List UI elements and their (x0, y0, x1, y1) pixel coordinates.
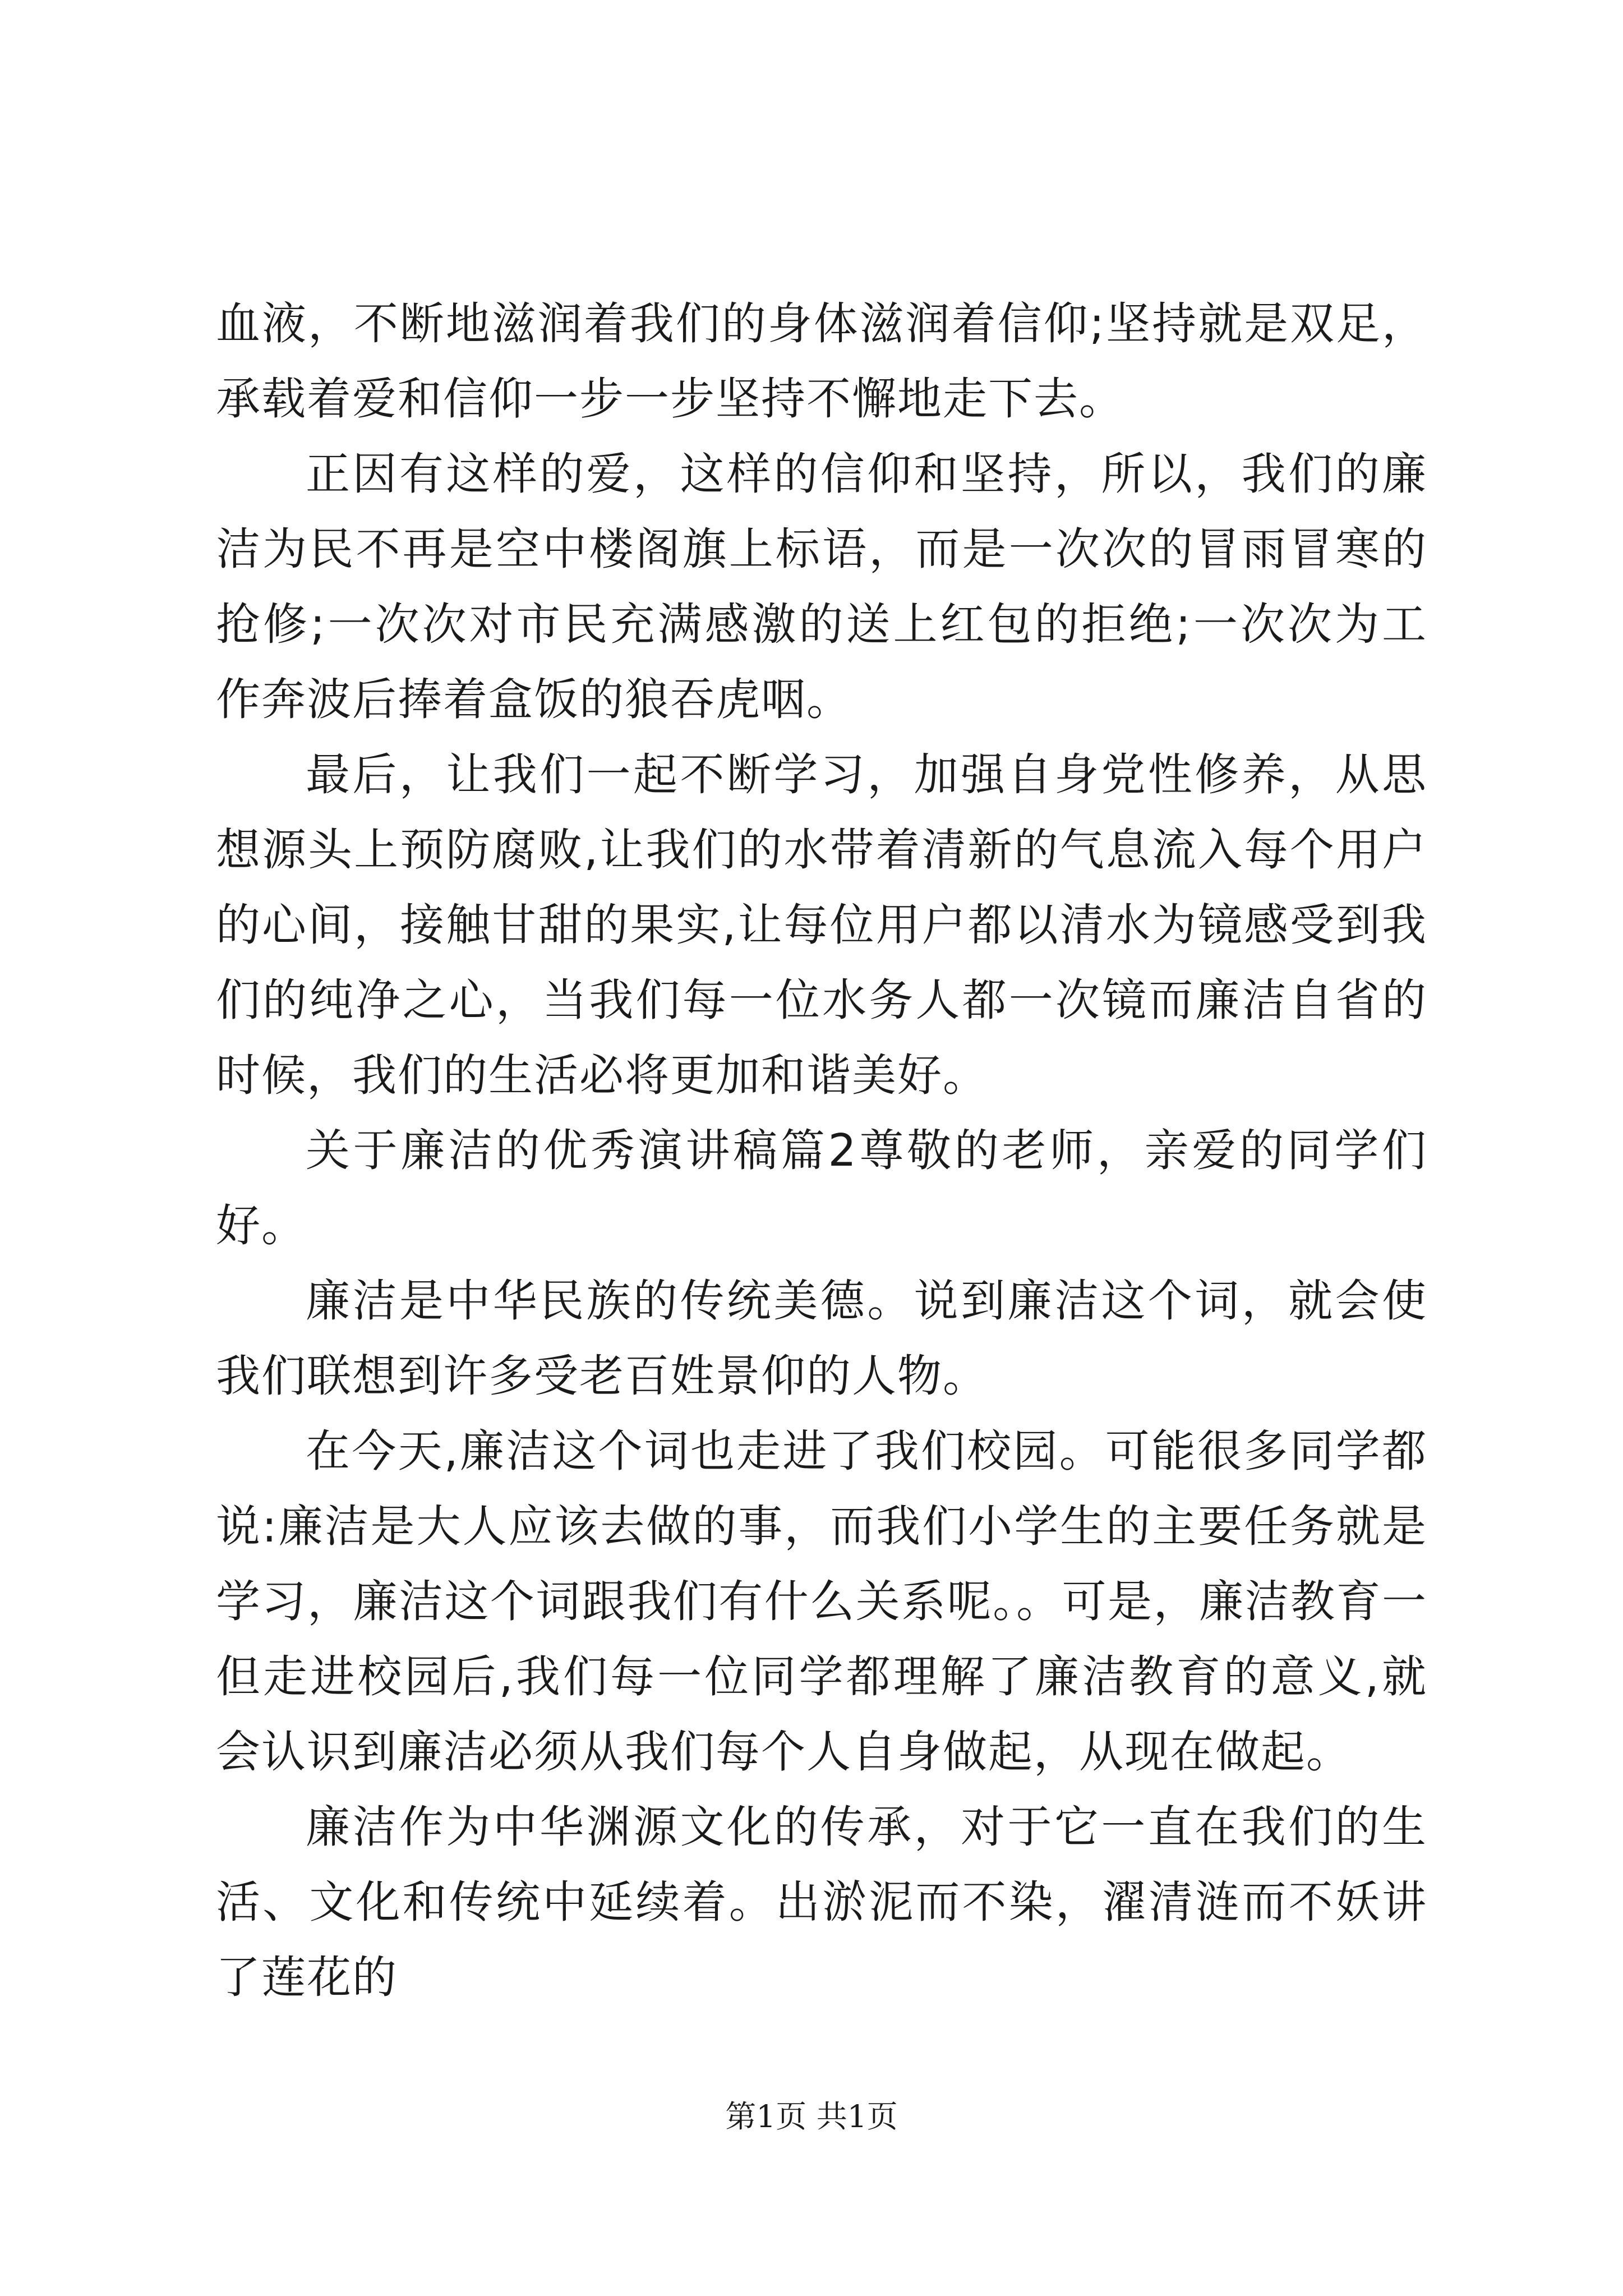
paragraph: 在今天,廉洁这个词也走进了我们校园。可能很多同学都说:廉洁是大人应该去做的事，而我们小学生的主要任务就是学习，廉洁这个词跟我们有什么关系呢。。可是，廉洁教育一但走进校园后,我们每一位同学都理解了廉洁教育的意义,就会认识到廉洁必须从我们每个人自身做起，从现在做起。 (216, 1425, 1427, 1778)
paragraph-continuation: 血液，不断地滋润着我们的身体滋润着信仰;坚持就是双足，承载着爱和信仰一步一步坚持不懈地走下去。 (216, 298, 1427, 425)
page-footer: 第1页 共1页 (725, 2099, 898, 2134)
paragraph: 廉洁是中华民族的传统美德。说到廉洁这个词，就会使我们联想到许多受老百姓景仰的人物。 (216, 1275, 1427, 1402)
paragraph: 最后，让我们一起不断学习，加强自身党性修养，从思想源头上预防腐败,让我们的水带着清新的气息流入每个用户的心间，接触甘甜的果实,让每位用户都以清水为镜感受到我们的纯净之心，当我们每一位水务人都一次镜而廉洁自省的时候，我们的生活必将更加和谐美好。 (216, 749, 1427, 1101)
paragraph: 廉洁作为中华渊源文化的传承，对于它一直在我们的生活、文化和传统中延续着。出淤泥而不染，濯清涟而不妖讲了莲花的 (216, 1801, 1427, 2003)
paragraph-heading: 关于廉洁的优秀演讲稿篇2尊敬的老师，亲爱的同学们好。 (216, 1125, 1427, 1251)
document-body (216, 286, 1427, 2015)
paragraph: 正因有这样的爱，这样的信仰和坚持，所以，我们的廉洁为民不再是空中楼阁旗上标语，而是一次次的冒雨冒寒的抢修;一次次对市民充满感激的送上红包的拒绝;一次次为工作奔波后捧着盒饭的狼吞虎咽。 (216, 448, 1427, 725)
